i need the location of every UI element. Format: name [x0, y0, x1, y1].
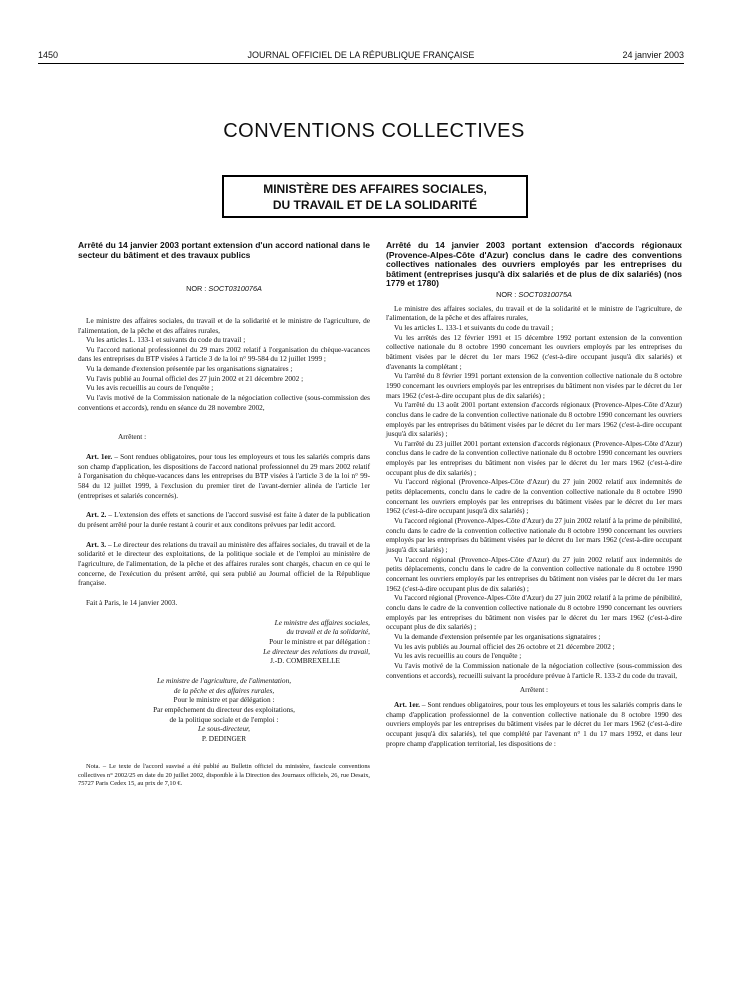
- right-para: Vu les arrêtés des 12 février 1991 et 15 décembre 1992 portant extension de la convention collective nationale du 8 octobre 1990 concernant les ouvriers employés par les entreprises du bâtiment visées par le décret du 1er mars 1962 (c'est-à-dire occupant jusqu'à dix salariés) et d'avenants la complétant ;: [386, 332, 682, 371]
- left-sig2-name: P. DEDINGER: [201, 733, 247, 743]
- left-decree-title: Arrêté du 14 janvier 2003 portant extension d'un accord national dans le secteur du bâtiment et des travaux publics: [78, 240, 370, 260]
- right-para: Vu l'arrêté du 13 août 2001 portant extension d'accords régionaux (Provence-Alpes-Côte d'Azur) conclus dans le cadre de la convention collective nationale du 8 octobre 1990 concernant les ouvriers employés par les entreprises du bâtiment visées par le décret du 1er mars 1962 (c'est-à-dire occupant jusqu'à dix salariés) ;: [386, 400, 682, 439]
- left-article-2: [78, 510, 370, 529]
- right-para: Vu les articles L. 133-1 et suivants du code du travail ;: [394, 322, 554, 332]
- issue-date: 24 janvier 2003: [622, 50, 684, 60]
- right-para: Vu la demande d'extension présentée par les organisations signataires ;: [394, 631, 601, 641]
- right-para: Vu l'accord régional (Provence-Alpes-Côte d'Azur) du 27 juin 2002 relatif à la prime de pénibilité, conclu dans le cadre de la convention collective nationale du 8 octobre 1990 concernant les ouvriers employés par les entreprises du bâtiment non visées par le décret du 1er mars 1962 (c'est-à-dire occupant plus de dix salariés) ;: [386, 593, 682, 632]
- journal-title: JOURNAL OFFICIEL DE LA RÉPUBLIQUE FRANÇAISE: [247, 50, 475, 60]
- right-para: Vu l'accord régional (Provence-Alpes-Côte d'Azur) du 27 juin 2002 relatif aux indemnités de petits déplacements, conclu dans le cadre de la convention collective nationale du 8 octobre 1990 concernant les ouvriers employés par les entreprises du bâtiment visées par le décret du 1er mars 1962 (c'est-à-dire occupant jusqu'à dix salariés) ;: [386, 477, 682, 516]
- page-number: 1450: [38, 50, 59, 60]
- left-nor: [78, 284, 370, 294]
- right-art1-label: Art. 1er.: [394, 699, 420, 709]
- left-sig1-line: Pour le ministre et par délégation :: [269, 636, 370, 646]
- left-sig2-line: de la politique sociale et de l'emploi :: [169, 714, 279, 724]
- left-nor-label: NOR :: [186, 284, 207, 294]
- left-para: Vu les avis recueillis au cours de l'enquête ;: [86, 383, 214, 393]
- right-para: Vu l'accord régional (Provence-Alpes-Côte d'Azur) du 27 juin 2002 relatif aux indemnités de petits déplacements, conclu dans le cadre de la convention collective nationale du 8 octobre 1990 concernant les ouvriers employés par les entreprises du bâtiment non visées par le décret du 1er mars 1962 (c'est-à-dire occupant plus de dix salariés) ;: [386, 554, 682, 593]
- header-rule: [38, 63, 684, 64]
- left-sig1-line: Le directeur des relations du travail,: [263, 646, 370, 656]
- right-para: Vu l'arrêté du 23 juillet 2001 portant extension d'accords régionaux (Provence-Alpes-Côte d'Azur) conclus dans le cadre de la convention collective nationale du 8 octobre 1990 concernant les ouvriers employés par les entreprises du bâtiment non visées par le décret du 1er mars 1962 (c'est-à-dire occupant plus de dix salariés) ;: [386, 438, 682, 477]
- right-para: Le ministre des affaires sociales, du travail et de la solidarité et le ministre de l'agriculture, de l'alimentation, de la pêche et des affaires rurales,: [386, 303, 682, 323]
- right-nor-label: NOR :: [496, 289, 517, 299]
- right-decree-title: Arrêté du 14 janvier 2003 portant extension d'accords régionaux (Provence-Alpes-Côte d'Azur) conclus dans le cadre des conventions collectives nationales des ouvriers employés par les entreprises du bâtiment (entreprises jusqu'à dix salariés et de plus de dix salariés) (nos 1779 et 1780): [386, 240, 682, 289]
- left-art3-label: Art. 3.: [86, 539, 107, 549]
- left-para: Vu l'accord national professionnel du 29 mars 2002 relatif à l'organisation du chèque-vacances dans les entreprises du BTP visées à l'article 3 de la loi n° 99-584 du 12 juillet 1999 ;: [78, 344, 370, 364]
- left-art3-text: – Le directeur des relations du travail au ministère des affaires sociales, du travail et de la solidarité et le directeur des exploitations, de la politique sociale et de l'emploi au ministère de l'agriculture, de l'alimentation, de la pêche et des affaires rurales sont chargés, chacun en ce qui le concerne, de l'exécution du présent arrêté, qui sera publié au Journal officiel de la République française.: [78, 539, 370, 588]
- ministry-line-1: MINISTÈRE DES AFFAIRES SOCIALES,: [263, 182, 487, 196]
- left-art1-text: – Sont rendues obligatoires, pour tous les employeurs et tous les salariés compris dans son champ d'application, les dispositions de l'accord national professionnel du 29 mars 2002 relatif à l'organisation du chèque-vacances dans les entreprises du BTP visées à l'article 3 de la loi n° 99-584 du 12 juillet 1999, à l'exclusion du premier tiret de l'avant-dernier alinéa de l'article 1er (entreprises et salariés concernés).: [78, 452, 370, 500]
- left-sig2-line: Pour le ministre et par délégation :: [173, 695, 275, 705]
- ministry-line-2: DU TRAVAIL ET DE LA SOLIDARITÉ: [272, 198, 478, 212]
- left-art2-text: – L'extension des effets et sanctions de l'accord susvisé est faite à dater de la publication du présent arrêté pour la durée restant à courir et aux conditons prévues par ledit accord.: [78, 510, 370, 529]
- left-para: Vu la demande d'extension présentée par les organisations signataires ;: [86, 364, 293, 374]
- right-article-1: [386, 700, 682, 748]
- left-column: [78, 241, 370, 788]
- left-nota: Nota. – Le texte de l'accord susvisé a été publié au Bulletin officiel du ministère, fascicule conventions collectives n° 2002/25 en date du 20 juillet 2002, disponible à la Direction des Journaux officiels, 26, rue Desaix, 75727 Paris Cedex 15, au prix de 7,10 €.: [78, 763, 370, 787]
- left-para: Le ministre des affaires sociales, du travail et de la solidarité et le ministre de l'agriculture, de l'alimentation, de la pêche et des affaires rurales,: [78, 315, 370, 335]
- right-nor-code: SOCT0310075A: [518, 289, 572, 299]
- left-para: Vu l'avis motivé de la Commission nationale de la négociation collective (sous-commission des conventions et accords), rendu en séance du 28 novembre 2002,: [78, 393, 370, 412]
- right-para: Vu l'avis motivé de la Commission nationale de la négociation collective (sous-commission des conventions et accords), recueilli suivant la procédure prévue à l'article R. 133-2 du code du travail,: [386, 660, 682, 680]
- left-fait: Fait à Paris, le 14 janvier 2003.: [86, 597, 178, 607]
- ministry-box: [222, 175, 528, 218]
- left-sig2-line: Le sous-directeur,: [197, 724, 251, 734]
- right-nor: [386, 290, 682, 300]
- left-para: Vu l'avis publié au Journal officiel des 27 juin 2002 et 21 décembre 2002 ;: [86, 373, 304, 383]
- right-para: Vu les avis publiés au Journal officiel des 26 octobre et 21 décembre 2002 ;: [394, 641, 615, 651]
- left-para: Vu les articles L. 133-1 et suivants du code du travail ;: [86, 335, 246, 345]
- left-sig2-line: Par empêchement du directeur des exploitations,: [153, 704, 295, 714]
- left-sig1-line: du travail et de la solidarité,: [286, 627, 370, 637]
- left-article-1: [78, 452, 370, 500]
- right-art1-text: – Sont rendues obligatoires, pour tous les employeurs et tous les salariés compris dans le champ d'application professionnel de la convention collective nationale du 8 octobre 1990 des ouvriers employés par les entreprises du bâtiment visées par le décret du 1er mars 1962 (c'est-à-dire occupant jusqu'à dix salariés), tel que complété par l'avenant n° 1 du 17 mars 1992, et dans leur propre champ d'application territorial, les dispositions de :: [386, 699, 682, 748]
- left-sig2-line: de la pêche et des affaires rurales,: [173, 685, 275, 695]
- left-arretent: Arrêtent :: [118, 432, 147, 442]
- left-nor-code: SOCT0310076A: [208, 284, 262, 294]
- right-column: [386, 241, 682, 748]
- section-title: CONVENTIONS COLLECTIVES: [223, 120, 525, 142]
- right-arretent: Arrêtent :: [519, 685, 549, 695]
- left-sig2-line: Le ministre de l'agriculture, de l'alimentation,: [156, 675, 292, 685]
- left-sig1-name: J.-D. COMBREXELLE: [270, 656, 340, 666]
- right-para: Vu l'accord régional (Provence-Alpes-Côte d'Azur) du 27 juin 2002 relatif à la prime de pénibilité, conclu dans le cadre de la convention collective nationale du 8 octobre 1990 concernant les ouvriers employés par les entreprises du bâtiment visées par le décret du 1er mars 1962 (c'est-à-dire occupant jusqu'à dix salariés) ;: [386, 516, 682, 555]
- left-sig1-line: Le ministre des affaires sociales,: [274, 617, 370, 627]
- right-para: Vu l'arrêté du 8 février 1991 portant extension de la convention collective nationale du 8 octobre 1990 concernant les ouvriers employés par les entreprises du bâtiment non visées par le décret du 1er mars 1962 (c'est-à-dire occupant plus de dix salariés) ;: [386, 371, 682, 400]
- left-art1-label: Art. 1er.: [86, 452, 113, 462]
- running-header: [38, 50, 684, 62]
- left-art2-label: Art. 2.: [86, 510, 107, 520]
- left-article-3: [78, 540, 370, 588]
- right-para: Vu les avis recueillis au cours de l'enquête ;: [394, 651, 522, 661]
